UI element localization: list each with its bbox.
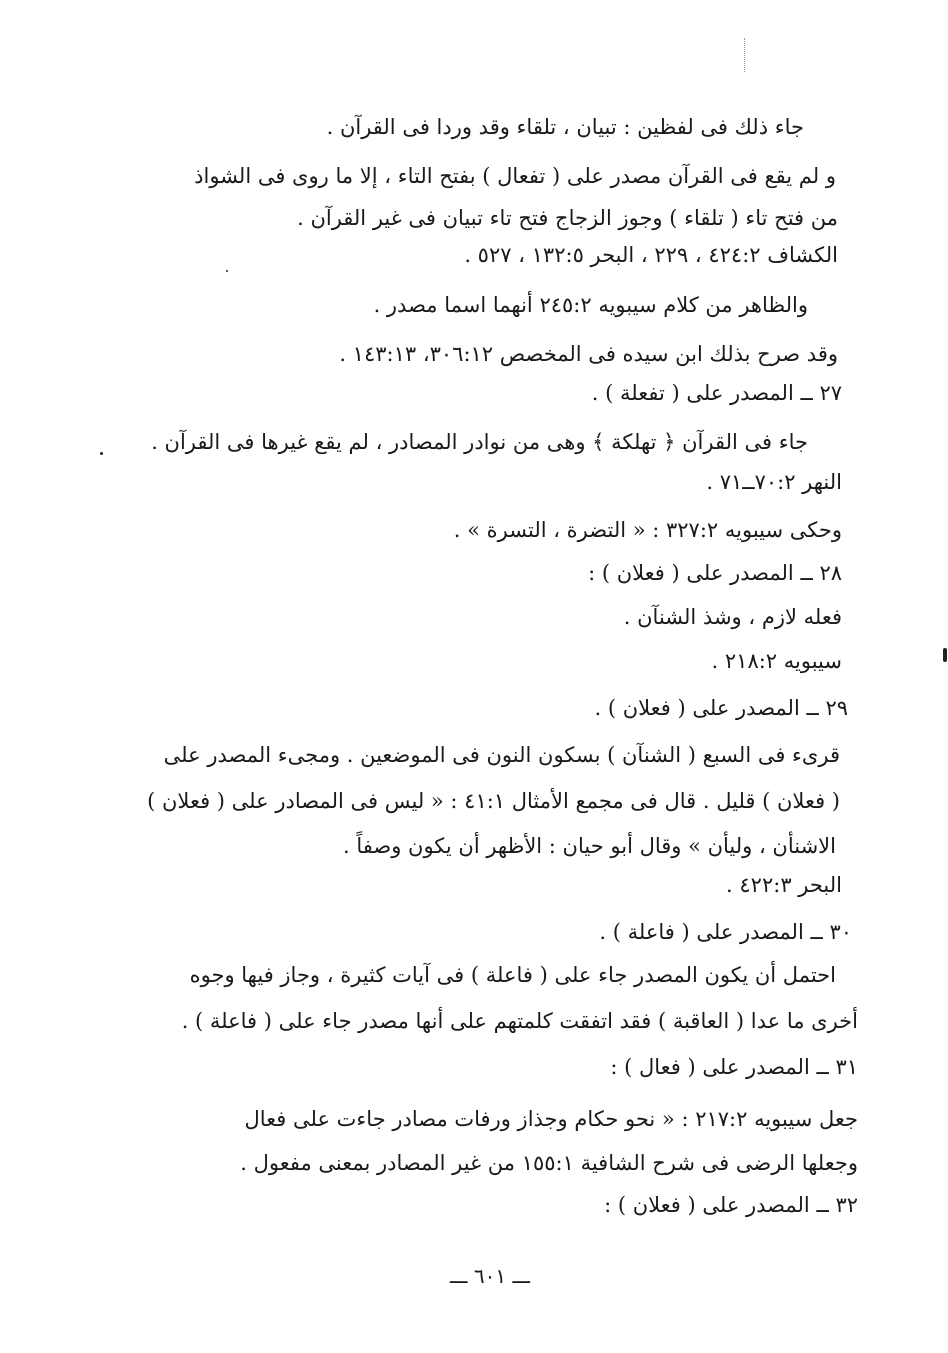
body-line: و لم يقع فى القرآن مصدر على ( تفعال ) بفتح التاء ، إلا ما روى فى الشواذ: [194, 164, 836, 188]
section-heading: ٣١ ــ المصدر على ( فعال ) :: [610, 1055, 858, 1079]
body-line: قرىء فى السبع ( الشنآن ) بسكون النون فى الموضعين . ومجىء المصدر على: [163, 743, 840, 767]
body-line: وقد صرح بذلك ابن سيده فى المخصص ٣٠٦:١٢، ١٤٣:١٣ .: [339, 342, 838, 366]
body-line: والظاهر من كلام سيبويه ٢٤٥:٢ أنهما اسما مصدر .: [373, 293, 808, 317]
body-line: فعله لازم ، وشذ الشنآن .: [623, 605, 842, 629]
body-line: احتمل أن يكون المصدر جاء على ( فاعلة ) فى آيات كثيرة ، وجاز فيها وجوه: [189, 963, 836, 987]
scan-edge-mark: [744, 38, 746, 72]
body-line: جاء ذلك فى لفظين : تبيان ، تلقاء وقد وردا فى القرآن .: [326, 115, 804, 139]
body-line: جعل سيبويه ٢١٧:٢ : « نحو حكام وجذاز ورفات مصادر جاءت على فعال: [244, 1107, 858, 1131]
body-line: النهر ٧٠:٢ــ٧١ .: [706, 470, 842, 494]
section-heading: ٣٠ ــ المصدر على ( فاعلة ) .: [599, 920, 852, 944]
scan-speck: [100, 452, 103, 455]
body-line: ( فعلان ) قليل . قال فى مجمع الأمثال ٤١:١ : « ليس فى المصادر على ( فعلان ): [147, 789, 840, 813]
body-line: الكشاف ٤٢٤:٢ ، ٢٢٩ ، البحر ١٣٢:٥ ، ٥٢٧ .: [464, 243, 838, 267]
body-line: أخرى ما عدا ( العاقبة ) فقد اتفقت كلمتهم على أنها مصدر جاء على ( فاعلة ) .: [181, 1009, 858, 1033]
body-line: وجعلها الرضى فى شرح الشافية ١٥٥:١ من غير المصادر بمعنى مفعول .: [240, 1151, 858, 1175]
scan-speck: [226, 270, 228, 272]
section-heading: ٢٩ ــ المصدر على ( فعلان ) .: [594, 696, 848, 720]
body-line: وحكى سيبويه ٣٢٧:٢ : « التضرة ، التسرة » .: [453, 518, 842, 542]
page-number: ـــ ٦٠١ ـــ: [449, 1264, 531, 1288]
section-heading: ٢٧ ــ المصدر على ( تفعلة ) .: [591, 381, 842, 405]
section-heading: ٢٨ ــ المصدر على ( فعلان ) :: [588, 561, 842, 585]
body-line: سيبويه ٢١٨:٢ .: [711, 649, 842, 673]
section-heading: ٣٢ ــ المصدر على ( فعلان ) :: [604, 1193, 858, 1217]
scan-speck: [943, 648, 947, 662]
body-line: الاشنأن ، وليأن » وقال أبو حيان : الأظهر أن يكون وصفاً .: [343, 834, 836, 858]
body-line: البحر ٤٢٢:٣ .: [726, 873, 842, 897]
body-line: جاء فى القرآن ﴿ تهلكة ﴾ وهى من نوادر المصادر ، لم يقع غيرها فى القرآن .: [151, 430, 808, 454]
body-line: من فتح تاء ( تلقاء ) وجوز الزجاج فتح تاء تبيان فى غير القرآن .: [297, 206, 838, 230]
